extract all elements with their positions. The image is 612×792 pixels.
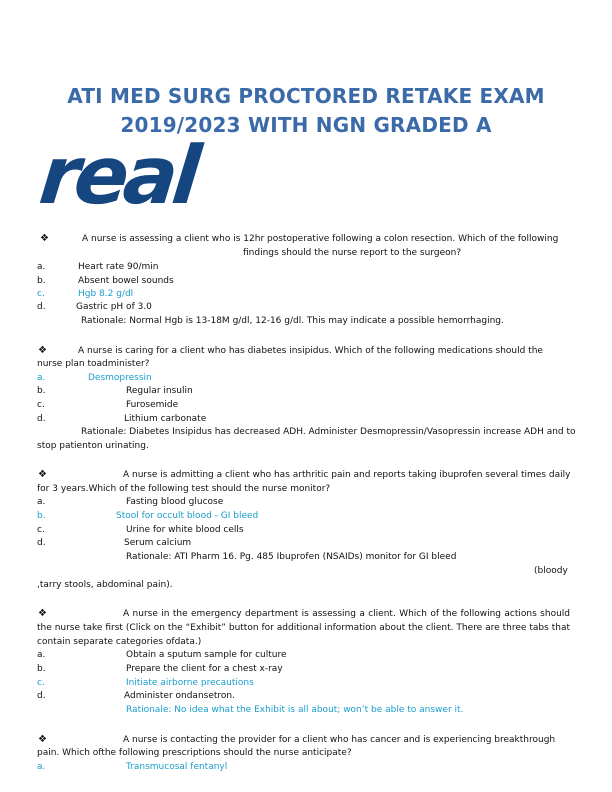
question-stem-line3: contain separate categories ofdata.) xyxy=(37,637,202,647)
option-text: Serum calcium xyxy=(124,538,192,548)
question-stem-line1: A nurse is caring for a client who has diabetes insipidus. Which of the following medications should the xyxy=(78,346,543,356)
option-letter-correct: b. xyxy=(37,511,46,521)
option-text: Obtain a sputum sample for culture xyxy=(126,650,287,660)
option-text: Administer ondansetron. xyxy=(124,691,235,701)
option-letter: d. xyxy=(37,414,46,424)
option-text: Furosemide xyxy=(126,400,179,410)
option-letter-correct: a. xyxy=(37,373,46,383)
option-text: Prepare the client for a chest x-ray xyxy=(126,664,283,674)
rationale-line2: (bloody xyxy=(534,566,568,576)
option-letter: a. xyxy=(37,650,46,660)
option-letter-correct: c. xyxy=(37,678,45,688)
option-text-correct: Transmucosal fentanyl xyxy=(126,762,228,772)
option-letter: a. xyxy=(37,497,46,507)
diamond-bullet-icon: ❖ xyxy=(40,233,49,244)
question-stem-line2: pain. Which ofthe following prescriptions should the nurse anticipate? xyxy=(37,748,352,758)
option-text: Heart rate 90/min xyxy=(78,262,159,272)
option-text: Fasting blood glucose xyxy=(126,497,224,507)
option-letter: d. xyxy=(37,302,46,312)
option-text-correct: Stool for occult blood - GI bleed xyxy=(116,511,259,521)
option-letter: b. xyxy=(37,664,46,674)
rationale: Rationale: No idea what the Exhibit is all about; won’t be able to answer it. xyxy=(126,705,464,715)
question-stem-line2: nurse plan toadminister? xyxy=(37,359,150,369)
rationale-line1: Rationale: Diabetes Insipidus has decreased ADH. Administer Desmopressin/Vasopressin increase ADH and to xyxy=(81,427,576,437)
option-text: Urine for white blood cells xyxy=(126,525,244,535)
option-letter: d. xyxy=(37,538,46,548)
option-text-correct: Initiate airborne precautions xyxy=(126,678,254,688)
rationale-line1: Rationale: ATI Pharm 16. Pg. 485 Ibuprofen (NSAIDs) monitor for GI bleed xyxy=(126,552,457,562)
option-text: Regular insulin xyxy=(126,386,193,396)
option-letter: b. xyxy=(37,276,46,286)
rationale: Rationale: Normal Hgb is 13-18M g/dl, 12-16 g/dl. This may indicate a possible hemorrhaging. xyxy=(81,316,504,326)
option-letter: c. xyxy=(37,400,45,410)
question-stem-line2: findings should the nurse report to the surgeon? xyxy=(243,248,462,258)
document-title-line1: ATI MED SURG PROCTORED RETAKE EXAM xyxy=(67,84,545,108)
question-stem-line2: for 3 years.Which of the following test should the nurse monitor? xyxy=(37,484,331,494)
option-letter-correct: a. xyxy=(37,762,46,772)
option-text-correct: Desmopressin xyxy=(88,373,152,383)
option-text: Lithium carbonate xyxy=(124,414,207,424)
rationale-line2: stop patienton urinating. xyxy=(37,441,149,451)
option-letter: d. xyxy=(37,691,46,701)
real-logo: real xyxy=(35,129,201,222)
question-stem-line1: A nurse is contacting the provider for a client who has cancer and is experiencing breakthrough xyxy=(123,735,556,745)
option-letter: a. xyxy=(37,262,46,272)
option-text: Gastric pH of 3.0 xyxy=(76,302,152,312)
option-letter-correct: c. xyxy=(37,289,45,299)
diamond-bullet-icon: ❖ xyxy=(38,734,47,745)
diamond-bullet-icon: ❖ xyxy=(38,608,47,619)
option-letter: c. xyxy=(37,525,45,535)
option-letter: b. xyxy=(37,386,46,396)
diamond-bullet-icon: ❖ xyxy=(38,345,47,356)
question-stem-line1: A nurse is assessing a client who is 12hr postoperative following a colon resection. Which of the following xyxy=(82,234,559,244)
diamond-bullet-icon: ❖ xyxy=(38,469,47,480)
option-text-correct: Hgb 8.2 g/dl xyxy=(78,289,134,299)
question-stem-line1: A nurse in the emergency department is assessing a client. Which of the following actions should xyxy=(123,609,570,619)
rationale-line3: ,tarry stools, abdominal pain). xyxy=(37,580,173,590)
option-text: Absent bowel sounds xyxy=(78,276,174,286)
question-stem-line2: the nurse take first (Click on the “Exhibit” button for additional information about the client. There are three tabs that xyxy=(37,623,570,633)
question-stem-line1: A nurse is admitting a client who has arthritic pain and reports taking ibuprofen several times daily xyxy=(123,470,571,480)
document-title-line2: 2019/2023 WITH NGN GRADED A xyxy=(120,113,492,137)
